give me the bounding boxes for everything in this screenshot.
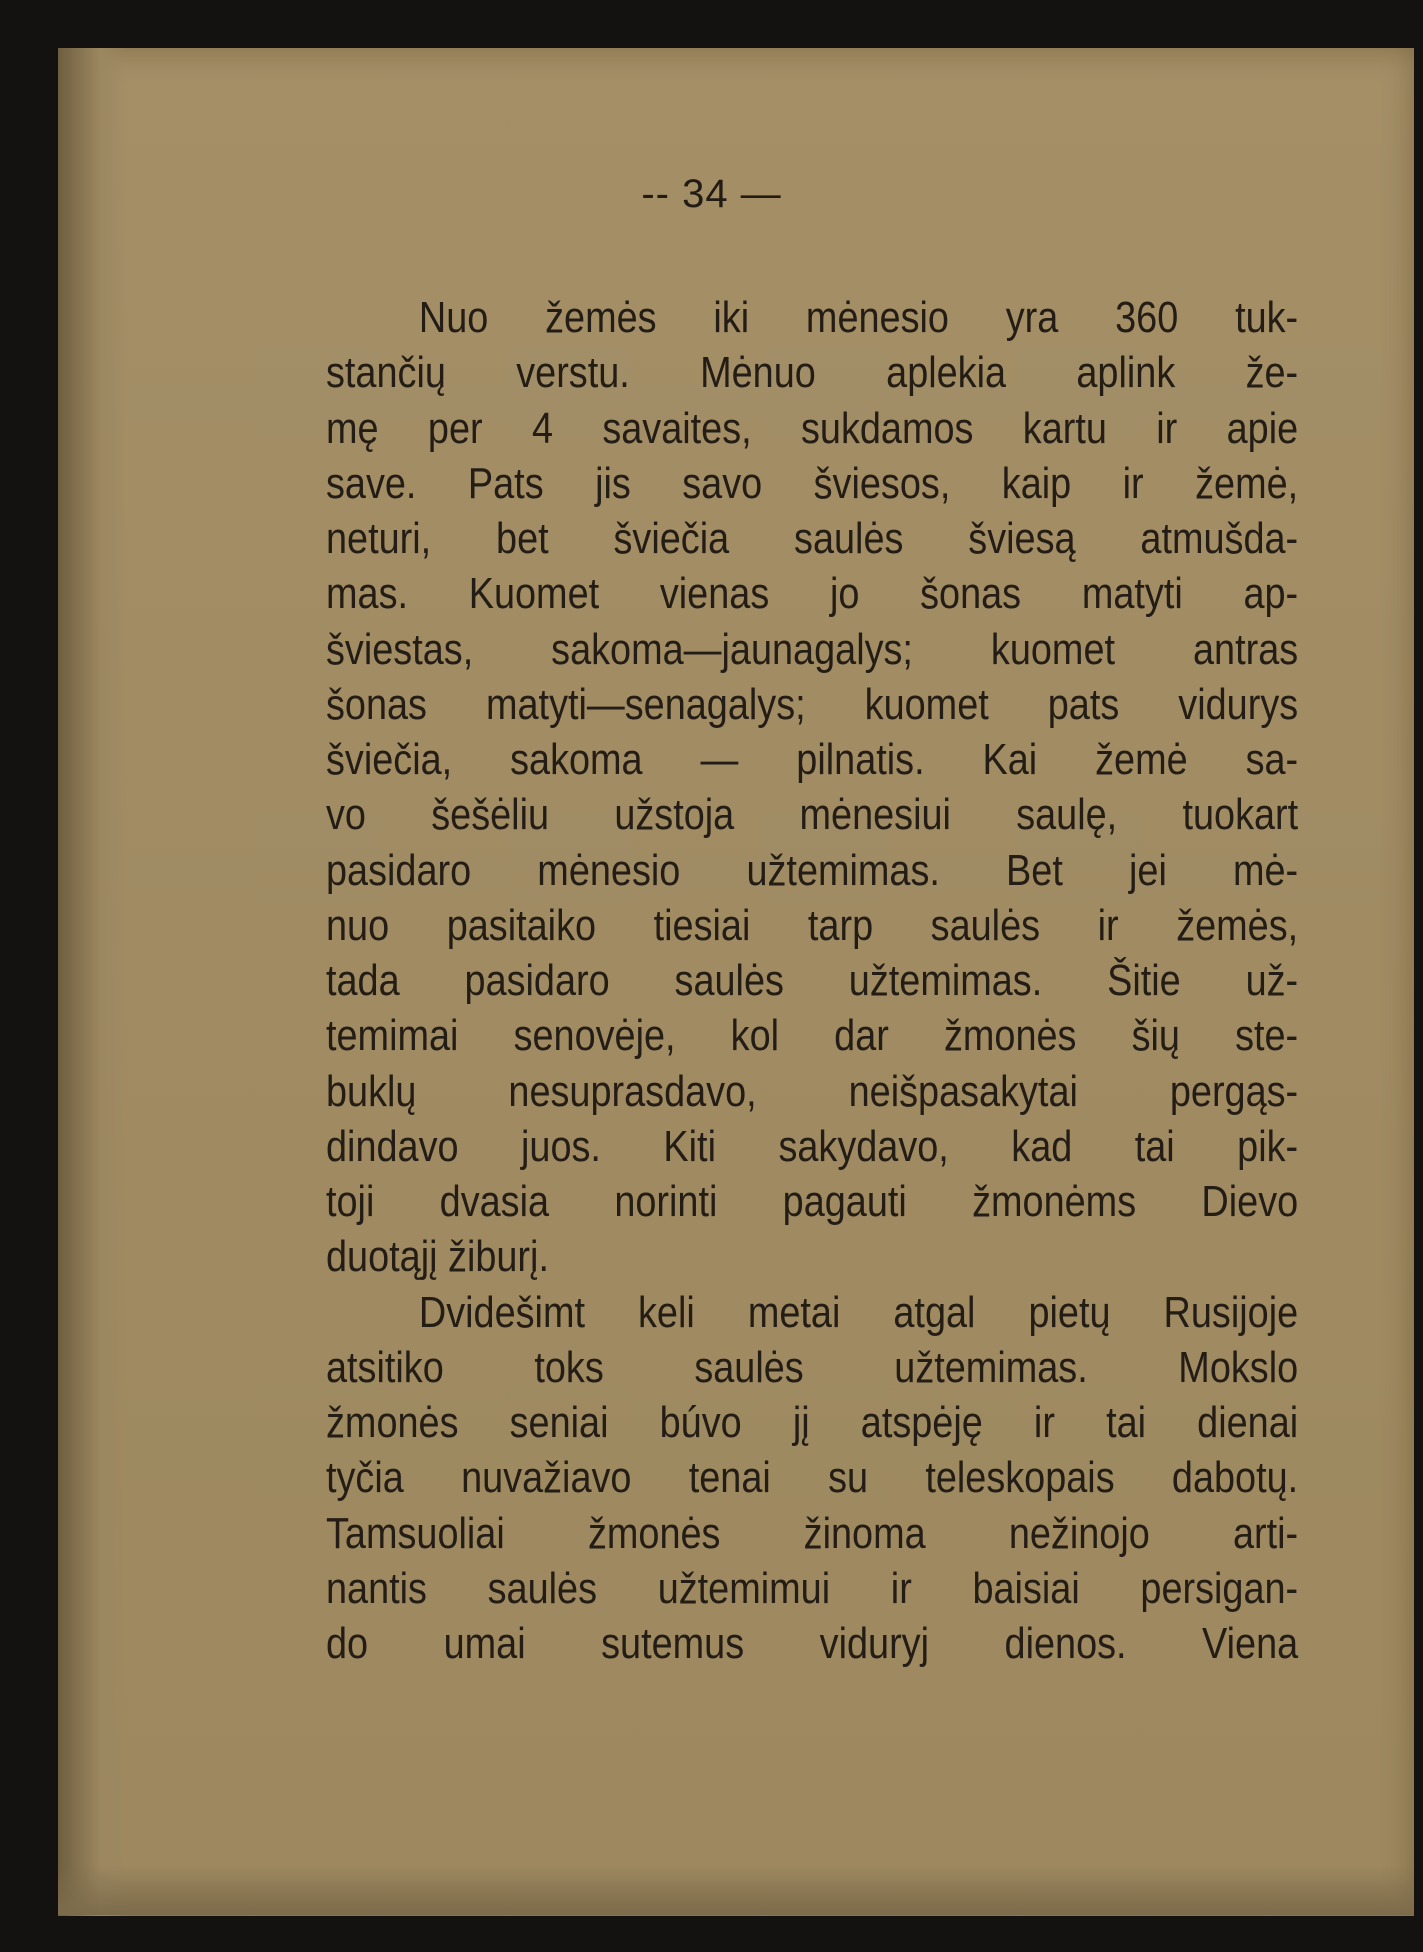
text-line-content: buklų nesuprasdavo, neišpasakytai pergąs- bbox=[326, 1066, 1299, 1116]
text-line-content: pasidaro mėnesio užtemimas. Bet jei mė- bbox=[326, 845, 1299, 895]
text-line bbox=[326, 843, 1298, 898]
text-line-content: žmonės seniai búvo jį atspėję ir tai dienai bbox=[326, 1398, 1299, 1447]
text-line-content: atsitiko toks saulės užtemimas. Mokslo bbox=[326, 1342, 1299, 1392]
page-binding-edge bbox=[58, 48, 128, 1916]
text-line-content: do umai sutemus viduryj dienos. Viena bbox=[326, 1619, 1299, 1668]
text-line bbox=[326, 345, 1298, 400]
text-line-content: nuo pasitaiko tiesiai tarp saulės ir žemės, bbox=[326, 900, 1299, 950]
text-line bbox=[326, 511, 1298, 566]
text-line bbox=[326, 953, 1298, 1008]
page-number: -- 34 — bbox=[641, 172, 782, 216]
body-text bbox=[326, 290, 1298, 1671]
text-line-content: stančių verstu. Mėnuo aplekia aplink že- bbox=[326, 348, 1299, 398]
text-line-content: Nuo žemės iki mėnesio yra 360 tuk- bbox=[418, 293, 1299, 342]
text-line-content: duotąjį žiburį. bbox=[326, 1232, 549, 1282]
text-line bbox=[326, 1506, 1298, 1561]
text-line-content: šviečia, sakoma — pilnatis. Kai žemė sa- bbox=[326, 735, 1299, 784]
text-line-content: vo šešėliu užstoja mėnesiui saulę, tuokart bbox=[326, 790, 1299, 840]
text-line bbox=[326, 1395, 1298, 1450]
text-line-content: dindavo juos. Kiti sakydavo, kad tai pik- bbox=[326, 1121, 1299, 1171]
text-line bbox=[326, 1616, 1298, 1671]
text-line-content: mę per 4 savaites, sukdamos kartu ir apie bbox=[326, 403, 1299, 453]
text-line bbox=[326, 1285, 1298, 1340]
text-line bbox=[326, 622, 1298, 677]
text-line-content: nantis saulės užtemimui ir baisiai persigan- bbox=[326, 1563, 1299, 1613]
text-line bbox=[326, 1008, 1298, 1063]
text-line bbox=[326, 1064, 1298, 1119]
text-line-content: toji dvasia norinti pagauti žmonėms Dievo bbox=[326, 1177, 1299, 1226]
text-line-content: Dvidešimt keli metai atgal pietų Rusijoje bbox=[418, 1287, 1299, 1337]
text-line-content: tyčia nuvažiavo tenai su teleskopais dabotų. bbox=[326, 1453, 1299, 1503]
text-line-content: šonas matyti—senagalys; kuomet pats vidurys bbox=[326, 679, 1299, 729]
page-bottom-edge bbox=[58, 1865, 1414, 1915]
text-line bbox=[326, 1561, 1298, 1616]
text-line bbox=[326, 1340, 1298, 1395]
text-line bbox=[326, 566, 1298, 621]
text-line-content: tada pasidaro saulės užtemimas. Šitie už- bbox=[326, 956, 1299, 1005]
text-line-content: temimai senovėje, kol dar žmonės šių ste- bbox=[326, 1011, 1299, 1061]
text-line-content: mas. Kuomet vienas jo šonas matyti ap- bbox=[326, 569, 1299, 619]
text-line-content: save. Pats jis savo šviesos, kaip ir žemė, bbox=[326, 458, 1299, 508]
text-line bbox=[326, 1450, 1298, 1505]
text-line bbox=[326, 732, 1298, 787]
text-line bbox=[326, 1119, 1298, 1174]
text-line bbox=[326, 1174, 1298, 1229]
text-line-content: neturi, bet šviečia saulės šviesą atmušda- bbox=[326, 514, 1299, 563]
text-line bbox=[326, 290, 1298, 345]
text-line bbox=[326, 677, 1298, 732]
text-line bbox=[326, 787, 1298, 842]
text-line bbox=[326, 898, 1298, 953]
text-line bbox=[326, 456, 1298, 511]
text-line bbox=[326, 401, 1298, 456]
text-line-content: šviestas, sakoma—jaunagalys; kuomet antras bbox=[326, 624, 1299, 674]
text-line bbox=[326, 1229, 1298, 1284]
text-line-content: Tamsuoliai žmonės žinoma nežinojo arti- bbox=[326, 1508, 1299, 1558]
